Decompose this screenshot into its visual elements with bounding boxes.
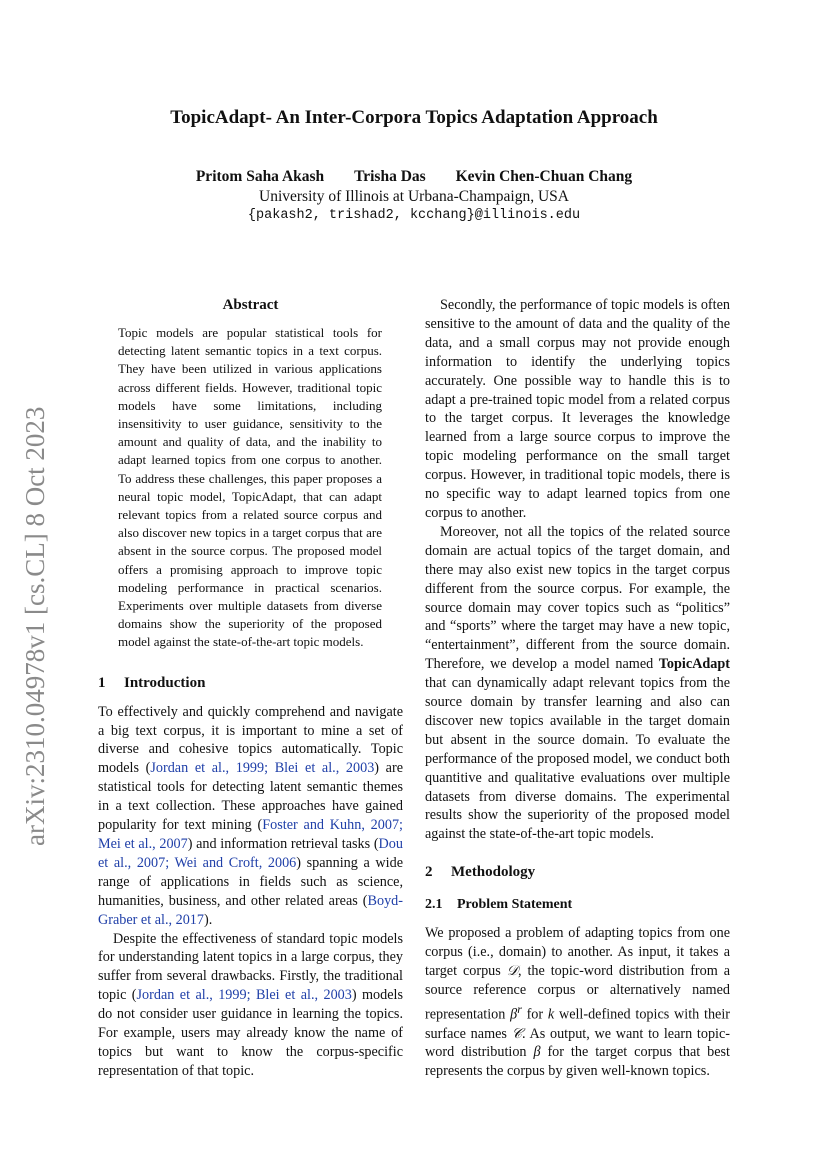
text-run: Despite the effectiveness of standard topic models for understanding latent topics in a large corpus, they suffer from several drawbacks. Firstly, the traditional topic (: [98, 930, 403, 1004]
arxiv-stamp-svg: [14, 374, 54, 846]
section-title: Methodology: [451, 864, 536, 881]
author-affiliation: University of Illinois at Urbana-Champaign, USA: [259, 188, 569, 205]
section-number: 1: [98, 674, 106, 691]
math-symbol: r: [517, 1001, 522, 1016]
math-symbol: 𝒞: [511, 1025, 522, 1042]
intro-paragraph-1: [98, 703, 403, 930]
right-paragraph-1: Secondly, the performance of topic models is often sensitive to the amount of data and the quality of the data, and a small corpus may not provide enough information to identify the underlying topics accurately. One possible way to handle this is to adapt a pre-trained topic model from a related corpus to the target corpus. It leverages the knowledge learned from a large source corpus to improve the topic modeling performance on the small target corpus. However, in traditional topic models, there is no specific way to adapt learned topics from one corpus to another.: [425, 297, 730, 521]
math-symbol: β: [533, 1044, 541, 1061]
model-name-bold: TopicAdapt: [658, 656, 730, 673]
text-run: ) spanning a wide range of applications in fields such as science, humanities, business, and other related areas (: [98, 854, 403, 909]
text-run: We proposed a problem of adapting topics from one corpus (i.e., domain) to another. As input, it takes a target corpus: [425, 925, 730, 980]
author-name: Trisha Das: [354, 168, 426, 185]
text-run: well-defined topics with their surface names: [425, 1006, 731, 1042]
math-symbol: β: [510, 1006, 518, 1023]
section-heading-methodology: [425, 863, 730, 881]
text-run: To effectively and quickly comprehend and navigate a big text corpus, it is important to mine a set of diverse and cohesive topics automatically. Topic models (: [98, 703, 403, 777]
citation-link[interactable]: Boyd-Graber et al., 2017: [98, 892, 403, 928]
text-run: for: [521, 1006, 548, 1023]
right-paragraph-2: [425, 523, 730, 844]
intro-paragraph-2: [98, 930, 403, 1081]
text-run: for the target corpus that best represents the corpus by given well-known topics.: [425, 1044, 730, 1080]
citation-link[interactable]: Dou et al., 2007; Wei and Croft, 2006: [98, 836, 403, 871]
text-run: ) are statistical tools for detecting latent semantic themes in a text collection. These approaches have gained popularity for text mining (: [98, 760, 403, 834]
author-emails: {pakash2, trishad2, kcchang}@illinois.edu: [247, 208, 581, 223]
section-heading-introduction: [98, 674, 403, 692]
left-column: [98, 296, 403, 1081]
abstract-text: Topic models are popular statistical tools for detecting latent semantic topics in a text corpus. They have been utilized in various applications across different fields. However, traditional topic models have some limitations, including insensitivity to user guidance, sensitivity to the amount and quality of data, and the inability to adapt learned topics from one corpus to another. To address these challenges, this paper proposes a neural topic model, TopicAdapt, that can adapt relevant topics from a related source corpus and also discover new topics in a target corpus that are absent in the source corpus. The proposed model offers a promising approach to improve topic modeling performance in practical scenarios. Experiments over multiple datasets from diverse domains show the superiority of the proposed model against the state-of-the-art topic models.: [118, 325, 382, 650]
section-title: Introduction: [124, 674, 206, 691]
paper-title: TopicAdapt- An Inter-Corpora Topics Adaptation Approach: [170, 107, 658, 128]
math-symbol: 𝒟: [506, 963, 519, 980]
subsection-number: 2.1: [425, 897, 443, 913]
text-run: that can dynamically adapt relevant topics from the source domain by transfer learning and also can discover new topics available in the target domain but absent in the source domain. To evaluate the performance of the proposed model, we conduct both quantitive and qualitative evaluations over multiple datasets from diverse domains. The experimental results show the superiority of the proposed model against the state-of-the-art topic models.: [425, 675, 730, 843]
author-list: [0, 168, 828, 186]
citation-link[interactable]: Jordan et al., 1999; Blei et al., 2003: [136, 987, 352, 1004]
math-symbol: k: [547, 1006, 555, 1023]
problem-statement-paragraph: [425, 924, 730, 1081]
text-run: , the topic-word distribution from a source reference corpus or alternatively named representation: [425, 963, 730, 1023]
arxiv-id-text: arXiv:2310.04978v1 [cs.CL] 8 Oct 2023: [20, 406, 50, 846]
abstract-heading: Abstract: [222, 297, 279, 313]
subsection-heading-problem-statement: [425, 896, 730, 914]
text-run: ).: [203, 911, 213, 928]
text-run: . As output, we want to learn topic-word distribution: [425, 1025, 730, 1061]
subsection-title: Problem Statement: [457, 897, 573, 913]
text-run: ) and information retrieval tasks (: [187, 836, 379, 852]
citation-link[interactable]: Jordan et al., 1999; Blei et al., 2003: [150, 760, 375, 777]
text-run: ) models do not consider user guidance in learning the topics. For example, users may already know the name of topics but want to know the corpus-specific representation of that topic.: [98, 987, 403, 1079]
citation-link[interactable]: Foster and Kuhn, 2007; Mei et al., 2007: [98, 817, 403, 852]
author-name: Kevin Chen-Chuan Chang: [455, 168, 633, 185]
author-name: Pritom Saha Akash: [195, 168, 325, 185]
right-column: [425, 296, 730, 1081]
arxiv-sidebar-stamp: [14, 374, 54, 846]
text-run: Moreover, not all the topics of the related source domain are actual topics of the target domain, and there may also exist new topics in the target corpus different from the source corpus. For example, the source domain may cover topics such as “politics” and “sports” where the target may have a new topic, “entertainment”, different from the source domain. Therefore, we develop a model named: [425, 523, 730, 673]
section-number: 2: [425, 864, 433, 881]
